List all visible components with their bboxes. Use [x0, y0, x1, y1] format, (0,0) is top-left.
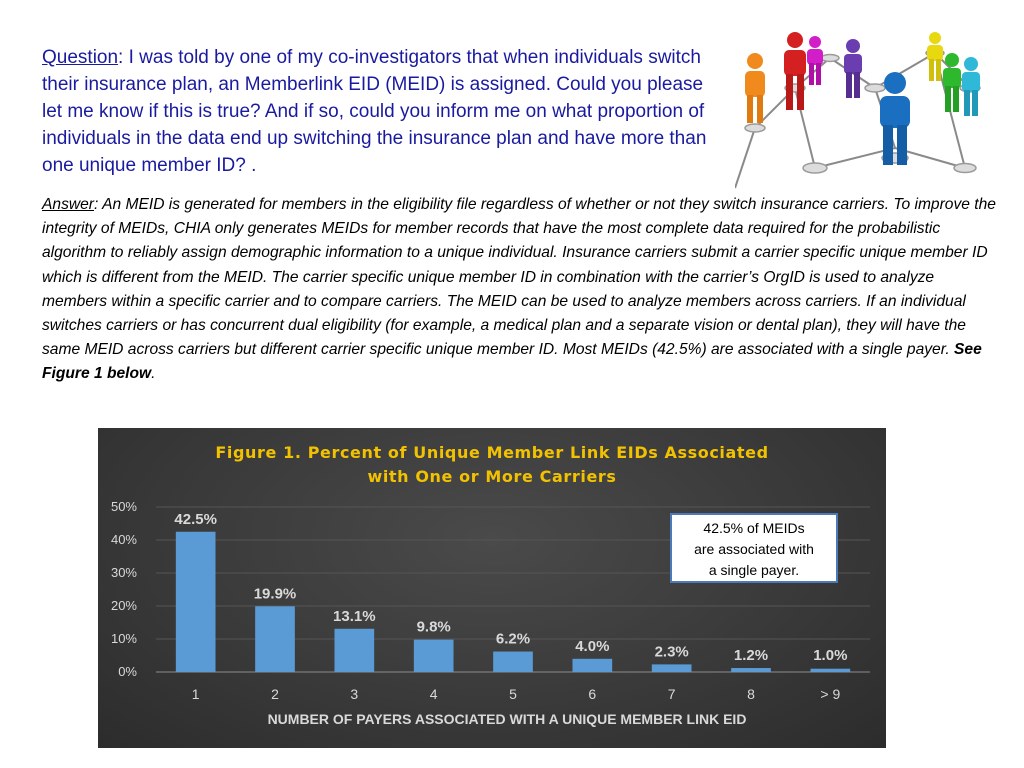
answer-end: .	[151, 365, 156, 383]
bar	[255, 606, 295, 672]
data-label: 13.1%	[333, 607, 376, 625]
person-orange-icon	[745, 53, 765, 123]
bar-chart-svg	[98, 428, 886, 748]
data-label: 42.5%	[174, 510, 217, 528]
data-label: 9.8%	[416, 618, 451, 636]
figure-1-chart	[98, 428, 886, 748]
bar	[573, 659, 613, 672]
y-tick-label: 30%	[110, 565, 137, 580]
answer-text: : An MEID is generated for members in the eligibility file regardless of whether or not they switch insurance carriers. To improve the integrity of MEIDs, CHIA only generates MEIDs for member records that have the most complete data required for the probabilistic algorithm to reliably assign demographic information to a unique individual. Insurance carriers submit a carrier specific unique member ID which is different from the MEID. The carrier specific unique member ID in combination with the carrier’s OrgID is used to analyze members within a specific carrier and to compare carriers. The MEID can be used to analyze members across carriers. If an individual switches carriers or has concurrent dual eligibility (for example, a medical plan and a separate vision or dental plan), they will have the same MEID across carriers but different carrier specific unique member ID. Most MEIDs (42.5%) are associated with a single payer.	[42, 196, 996, 359]
answer-paragraph	[42, 193, 997, 387]
x-tick-label: 1	[191, 686, 200, 702]
person-purple-icon	[844, 39, 862, 98]
x-tick-label: 2	[271, 686, 279, 702]
bar	[652, 664, 692, 672]
y-tick-label: 10%	[110, 631, 137, 646]
question-label: Question	[42, 47, 119, 68]
x-tick-label: 7	[667, 686, 676, 702]
question-paragraph	[42, 44, 710, 179]
person-magenta-icon	[807, 36, 823, 85]
data-label: 4.0%	[575, 637, 610, 655]
data-label: 6.2%	[495, 630, 531, 648]
y-tick-label: 40%	[110, 532, 137, 547]
bar	[811, 669, 851, 672]
x-tick-label: 6	[588, 686, 597, 702]
x-tick-label: 4	[429, 686, 438, 702]
y-tick-label: 50%	[110, 499, 137, 514]
person-yellow-icon	[927, 32, 943, 81]
data-label: 1.0%	[813, 647, 848, 664]
annotation-line: a single payer.	[708, 562, 800, 578]
data-label: 2.3%	[654, 643, 689, 661]
y-tick-label: 0%	[118, 664, 137, 679]
bar	[176, 532, 216, 672]
data-label: 19.9%	[253, 585, 297, 603]
people-network-icon	[735, 28, 988, 191]
bar	[335, 629, 375, 672]
y-tick-label: 20%	[110, 598, 137, 613]
question-text: : I was told by one of my co-investigators that when individuals switch their insurance plan, an Memberlink EID (MEID) is assigned. Could you please let me know if this is true? And if so, could you inform me on what proportion of individuals in the data end up switching the insurance plan and have more than one unique member ID? .	[42, 47, 707, 176]
figure-reference: See Figure 1 below	[42, 341, 982, 383]
x-tick-label: 5	[509, 686, 517, 702]
chart-title: with One or More Carriers	[367, 467, 617, 486]
chart-annotation-callout	[670, 513, 838, 583]
x-tick-label: 3	[350, 686, 359, 702]
person-blue-icon	[880, 72, 910, 165]
person-cyan-icon	[962, 57, 980, 116]
chart-title: Figure 1. Percent of Unique Member Link EIDs Associated	[215, 443, 769, 462]
x-tick-label: > 9	[820, 686, 841, 702]
x-tick-label: 8	[747, 686, 755, 702]
person-red-icon	[784, 32, 806, 110]
data-label: 1.2%	[733, 647, 769, 664]
bar	[731, 668, 771, 672]
x-axis-title: NUMBER OF PAYERS ASSOCIATED WITH A UNIQUE MEMBER LINK EID	[267, 711, 747, 727]
annotation-line: 42.5% of MEIDs	[703, 520, 805, 536]
people-network-illustration	[735, 28, 988, 191]
bar	[493, 652, 533, 672]
bar	[414, 640, 454, 672]
answer-label: Answer	[42, 196, 94, 213]
person-green-icon	[943, 53, 961, 112]
annotation-line: are associated with	[694, 541, 814, 557]
